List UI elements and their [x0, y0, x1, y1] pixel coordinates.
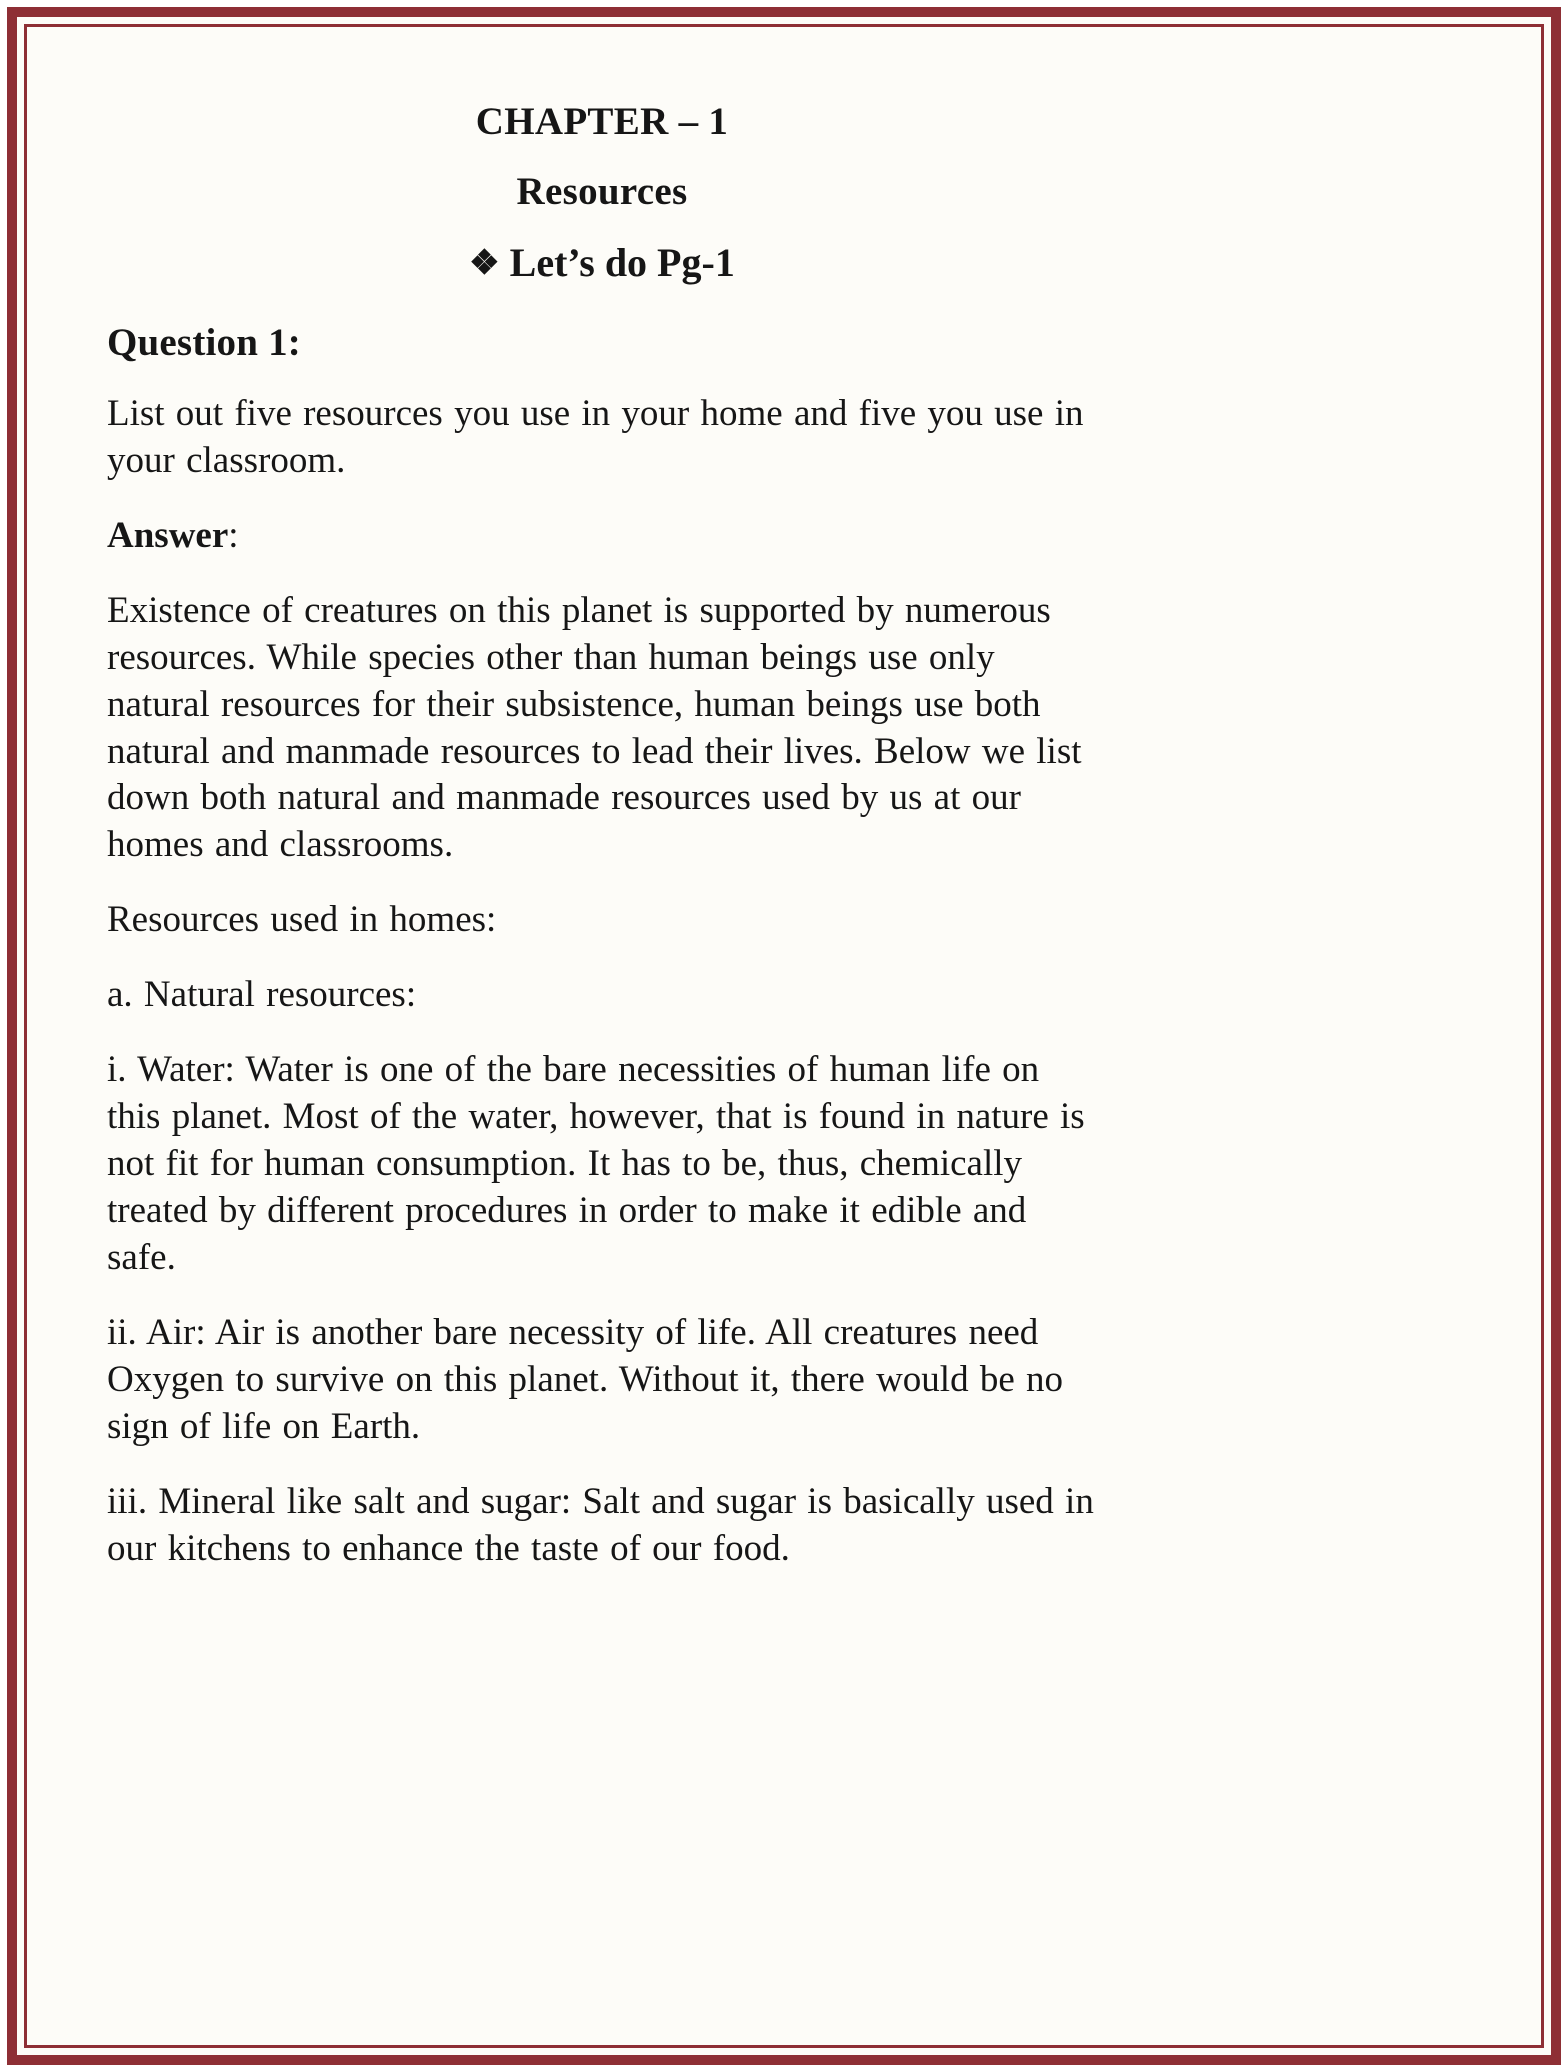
chapter-subtitle: Resources	[516, 169, 688, 213]
list-item-mineral: iii. Mineral like salt and sugar: Salt and sugar is basically used in our kitchens to enhance the taste of our food.	[107, 1481, 1094, 1570]
list-item-air: ii. Air: Air is another bare necessity of life. All creatures need Oxygen to survive on this planet. Without it, there would be no sign of life on Earth.	[107, 1312, 1063, 1448]
heading-block	[107, 99, 1097, 286]
homes-heading: Resources used in homes:	[107, 899, 497, 941]
page-content	[27, 27, 1097, 1573]
question-label: Question 1:	[107, 320, 301, 364]
chapter-title: CHAPTER – 1	[475, 100, 729, 143]
diamond-bullet-icon: ❖	[469, 244, 500, 282]
answer-label: Answer	[107, 514, 229, 556]
lets-do-heading	[107, 239, 1097, 286]
page-outer-border	[7, 7, 1561, 2065]
natural-resources-heading: a. Natural resources:	[107, 974, 417, 1016]
intro-paragraph: Existence of creatures on this planet is supported by numerous resources. While species other than human beings use only natural resources for their subsistence, human beings use both natural and manmade resources to lead their lives. Below we list down both natural and manmade resources used by us at our homes and classrooms.	[107, 589, 1082, 866]
list-item-water: i. Water: Water is one of the bare necessities of human life on this planet. Most of the water, however, that is found in nature is not fit for human consumption. It has to be, thus, chemically treated by different procedures in order to make it edible and safe.	[107, 1049, 1085, 1279]
answer-colon: :	[228, 514, 239, 556]
question-text: List out five resources you use in your home and five you use in your classroom.	[107, 392, 1084, 481]
lets-do-label: Let’s do Pg-1	[509, 239, 735, 285]
page-inner-border	[24, 24, 1544, 2048]
answer-label-line	[107, 513, 1097, 560]
